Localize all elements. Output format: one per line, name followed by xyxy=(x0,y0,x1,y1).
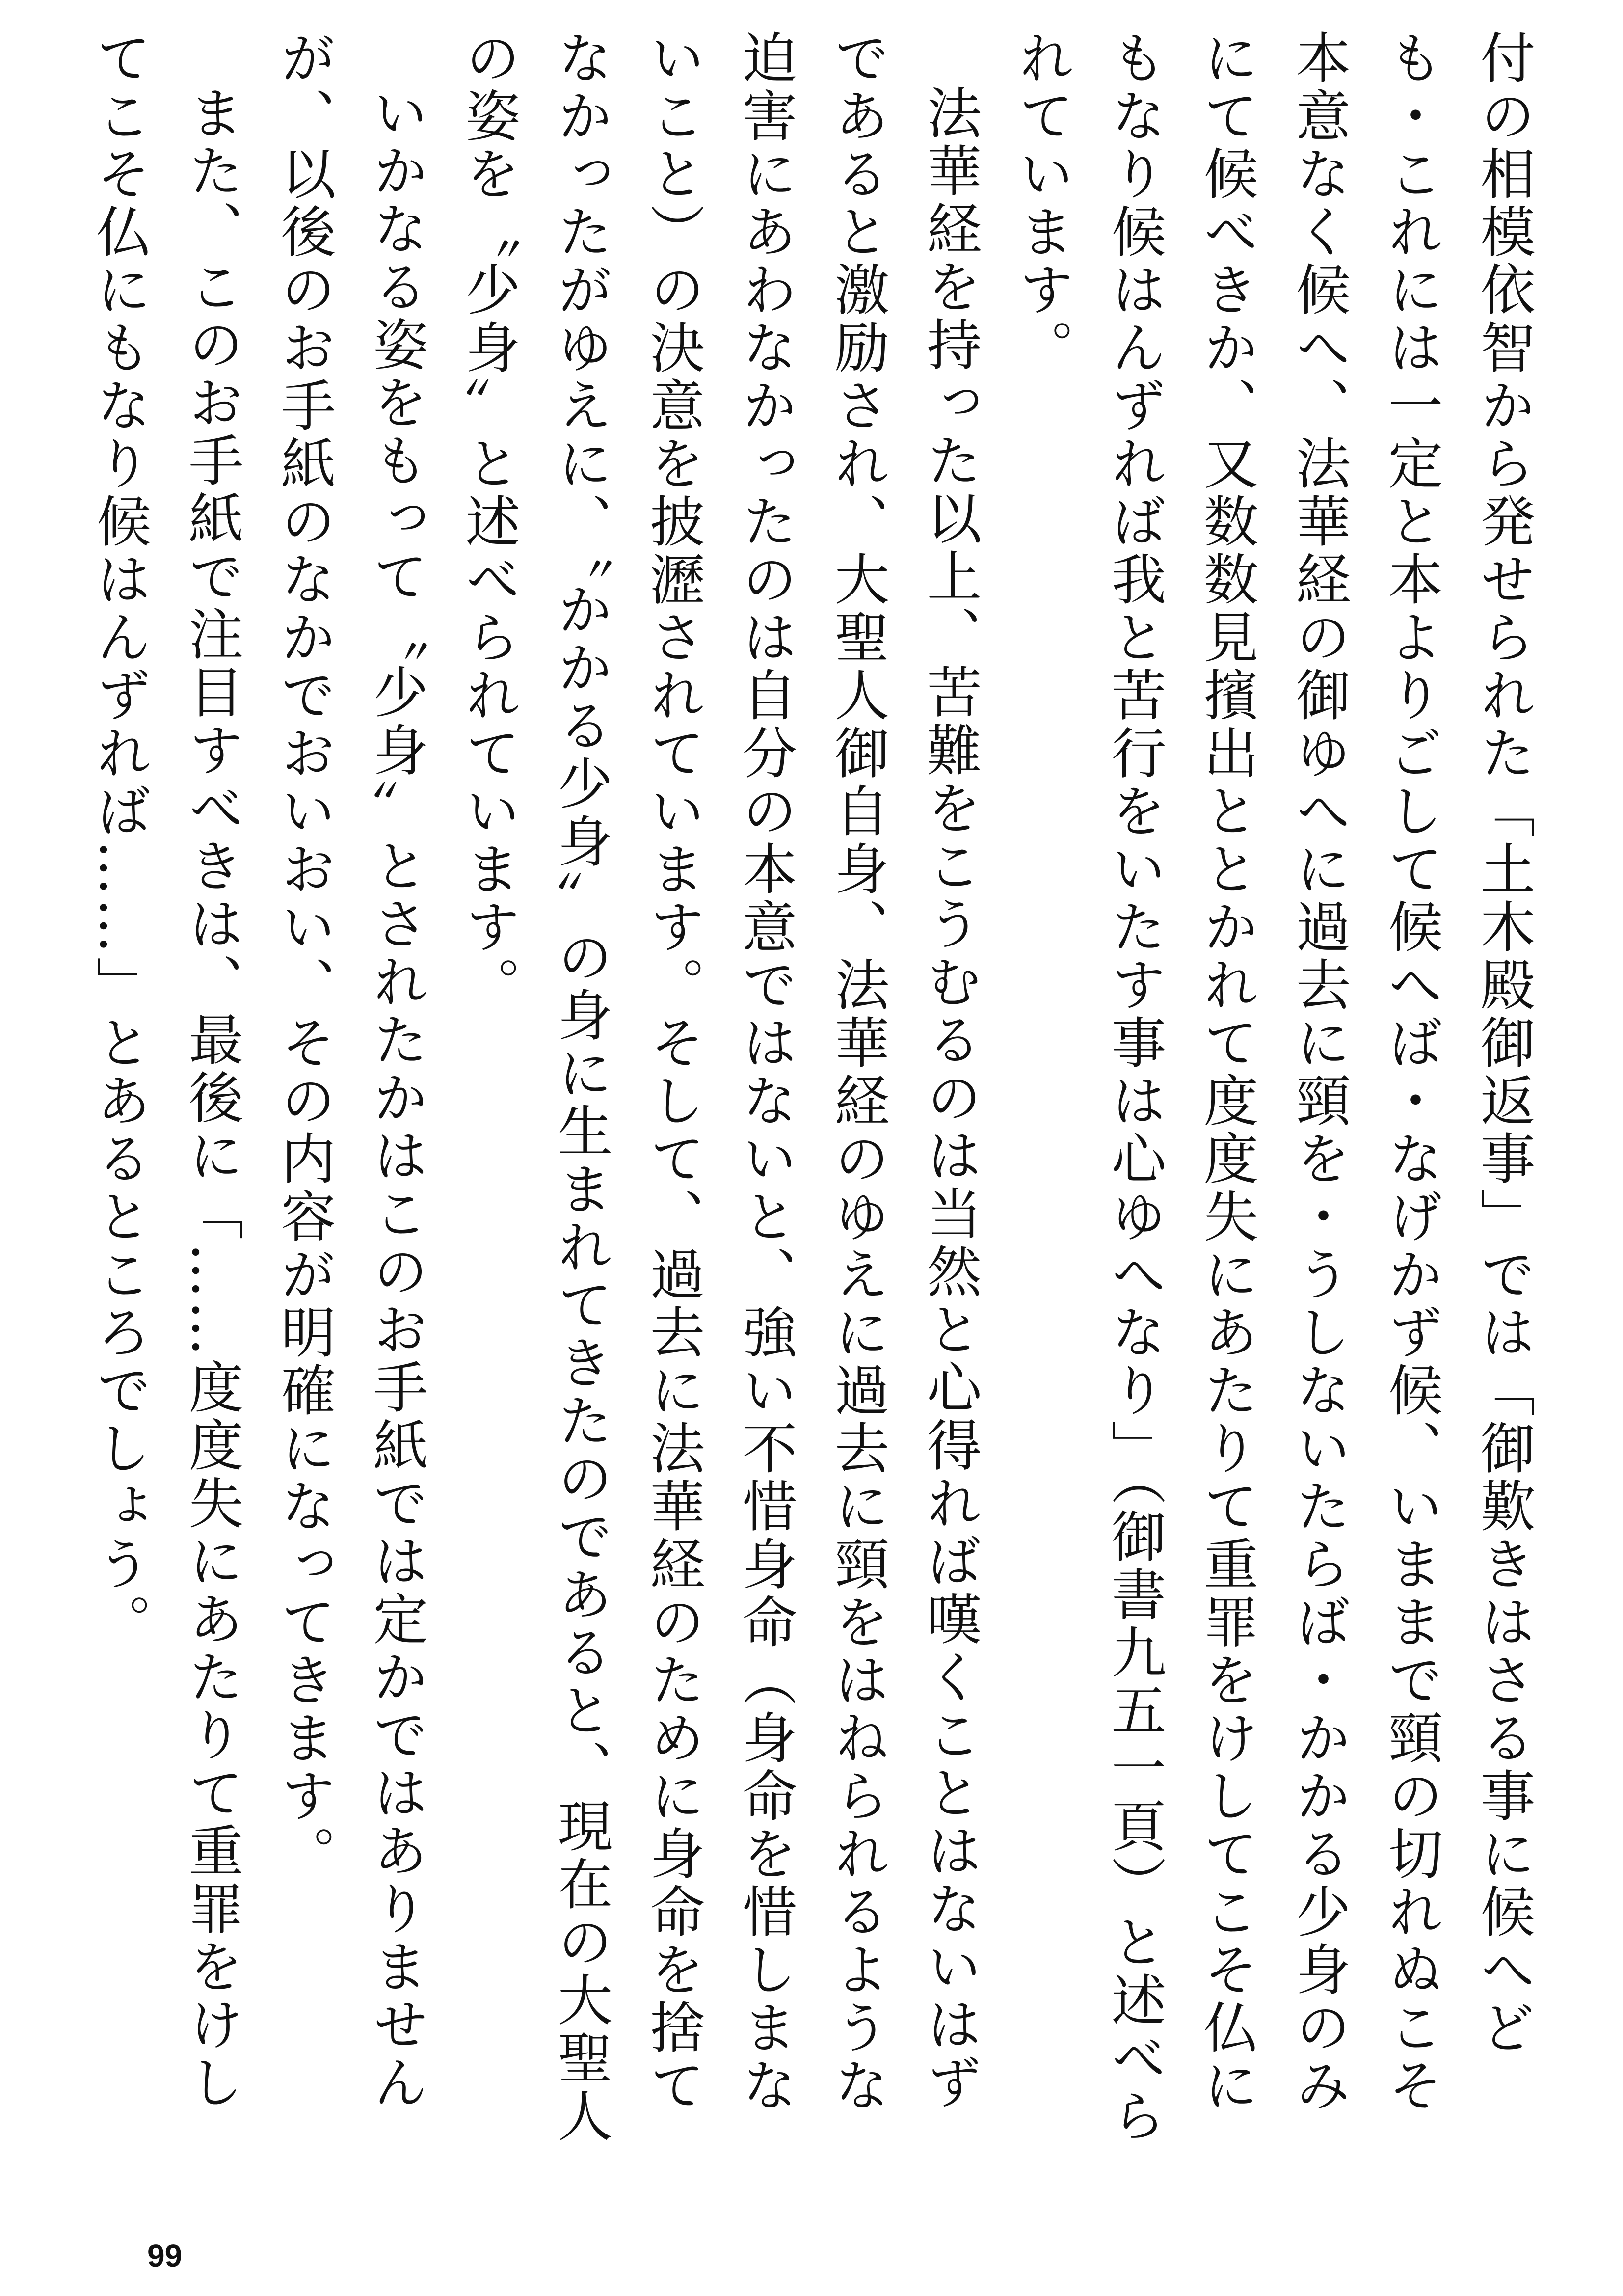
paragraph-2: 法華経を持った以上、苦難をこうむるのは当然と心得れば嘆くことはないはずであると激励され、大聖人御自身、法華経のゆえに過去に頸をはねられるような迫害にあわなかったのは自分の本意ではないと、強い不惜身命（身命を惜しまないこと）の決意を披瀝されています。そして、過去に法華経のために身命を捨てなかったがゆえに、〝かかる少身〟の身に生まれてきたのであると、現在の大聖人の姿を〝少身〟と述べられています。 xyxy=(456,29,982,2145)
paragraph-3: いかなる姿をもって〝少身〟とされたかはこのお手紙では定かではありませんが、以後のお手紙のなかでおいおい、その内容が明確になってきます。 xyxy=(272,29,428,2112)
vertical-text-body xyxy=(72,29,1549,2165)
paragraph-4: また、このお手紙で注目すべきは、最後に「……度度失にあたりて重罪をけしてこそ仏にもなり候はんずれば……」とあるところでしょう。 xyxy=(87,29,243,2112)
paragraph-1: 付の相模依智から発せられた「土木殿御返事」では「御歎きはさる事に候へども・これには一定と本よりごして候へば・なげかず候、いままで頸の切れぬこそ本意なく候へ、法華経の御ゆへに過去に頸を・うしないたらば・かかる少身のみにて候べきか、又数数見擯出ととかれて度度失にあたりて重罪をけしてこそ仏にもなり候はんずれば我と苦行をいたす事は心ゆへなり」（御書九五一頁）と述べられています。 xyxy=(1010,29,1535,2145)
page-number: 99 xyxy=(147,2238,183,2273)
